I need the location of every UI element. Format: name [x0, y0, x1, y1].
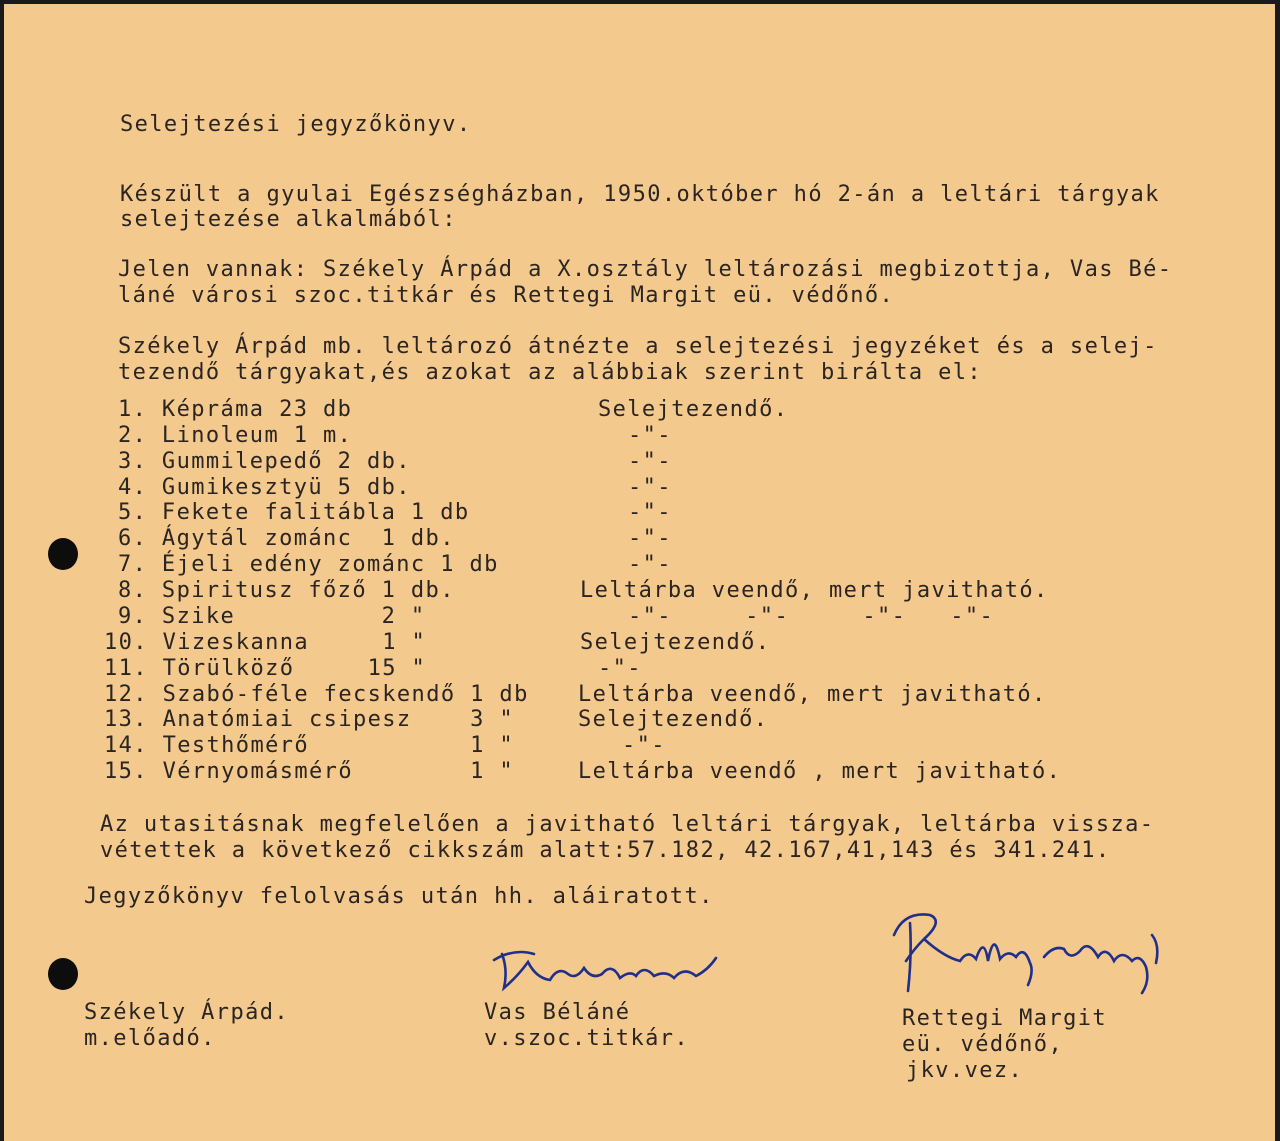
intro-line-1: Készült a gyulai Egészségházban, 1950.október hó 2-án a leltári tárgyak: [120, 182, 1160, 207]
punch-hole-lower: [48, 958, 78, 990]
list-item: 9. Szike 2 ": [118, 604, 426, 629]
list-item-verdict: -"-: [628, 423, 672, 448]
list-item-verdict: Selejtezendő.: [580, 630, 771, 655]
list-item-verdict: Leltárba veendő, mert javitható.: [578, 682, 1047, 707]
list-item: 5. Fekete falitábla 1 db: [118, 500, 470, 525]
list-item: 6. Ágytál zománc 1 db.: [118, 526, 455, 551]
review-line-2: tezendő tárgyakat,és azokat az alábbiak szerint birálta el:: [118, 360, 983, 385]
conclusion-line-2: vétettek a következő cikkszám alatt:57.182, 42.167,41,143 és 341.241.: [100, 838, 1111, 863]
list-item-verdict: Selejtezendő.: [578, 707, 769, 732]
list-item: 2. Linoleum 1 m.: [118, 423, 353, 448]
list-item: 10. Vizeskanna 1 ": [104, 630, 427, 655]
list-item: 11. Törülköző 15 ": [104, 656, 427, 681]
list-item: 4. Gumikesztyü 5 db.: [118, 475, 411, 500]
list-item: 12. Szabó-féle fecskendő 1 db: [104, 682, 529, 707]
list-item: 14. Testhőmérő 1 ": [104, 733, 515, 758]
closing-statement: Jegyzőkönyv felolvasás után hh. aláiratott.: [84, 884, 714, 909]
signature-vas-belane: [484, 940, 734, 1000]
list-item: 1. Képráma 23 db: [118, 397, 353, 422]
list-item-verdict: -"-: [628, 449, 672, 474]
signatory-left-role: m.előadó.: [84, 1026, 216, 1051]
scan-edge-top: [0, 0, 1280, 4]
scan-edge-right: [1275, 0, 1280, 1141]
present-line-2: láné városi szoc.titkár és Rettegi Margit eü. védőnő.: [118, 283, 895, 308]
list-item-verdict: -"-: [628, 500, 672, 525]
list-item-verdict: -"-: [628, 475, 672, 500]
intro-line-2: selejtezése alkalmából:: [120, 207, 457, 232]
list-item-verdict: -"- -"- -"- -"-: [628, 604, 995, 629]
document-title: Selejtezési jegyzőkönyv.: [120, 112, 472, 137]
signatory-right-name: Rettegi Margit: [902, 1006, 1108, 1031]
list-item: 15. Vérnyomásmérő 1 ": [104, 759, 515, 784]
list-item-verdict: -"-: [628, 552, 672, 577]
scan-edge-left: [0, 0, 4, 1141]
conclusion-line-1: Az utasitásnak megfelelően a javitható leltári tárgyak, leltárba vissza-: [100, 812, 1155, 837]
list-item: 8. Spiritusz főző 1 db.: [118, 578, 455, 603]
signature-rettegi-margit: [884, 905, 1184, 1005]
punch-hole-upper: [48, 538, 78, 570]
signatory-right-role-2: jkv.vez.: [906, 1058, 1024, 1083]
list-item-verdict: Leltárba veendő, mert javitható.: [580, 578, 1049, 603]
list-item-verdict: -"-: [622, 733, 666, 758]
signatory-middle-role: v.szoc.titkár.: [484, 1026, 690, 1051]
list-item: 7. Éjeli edény zománc 1 db: [118, 552, 499, 577]
list-item: 3. Gummilepedő 2 db.: [118, 449, 411, 474]
list-item-verdict: Leltárba veendő , mert javitható.: [578, 759, 1062, 784]
review-line-1: Székely Árpád mb. leltározó átnézte a selejtezési jegyzéket és a selej-: [118, 334, 1158, 359]
signatory-left-name: Székely Árpád.: [84, 1000, 290, 1025]
list-item-verdict: -"-: [628, 526, 672, 551]
list-item-verdict: -"-: [598, 656, 642, 681]
present-line-1: Jelen vannak: Székely Árpád a X.osztály leltározási megbizottja, Vas Bé-: [118, 257, 1173, 282]
signatory-middle-name: Vas Béláné: [484, 1000, 631, 1025]
list-item: 13. Anatómiai csipesz 3 ": [104, 707, 515, 732]
list-item-verdict: Selejtezendő.: [598, 397, 789, 422]
signatory-right-role: eü. védőnő,: [902, 1032, 1064, 1057]
